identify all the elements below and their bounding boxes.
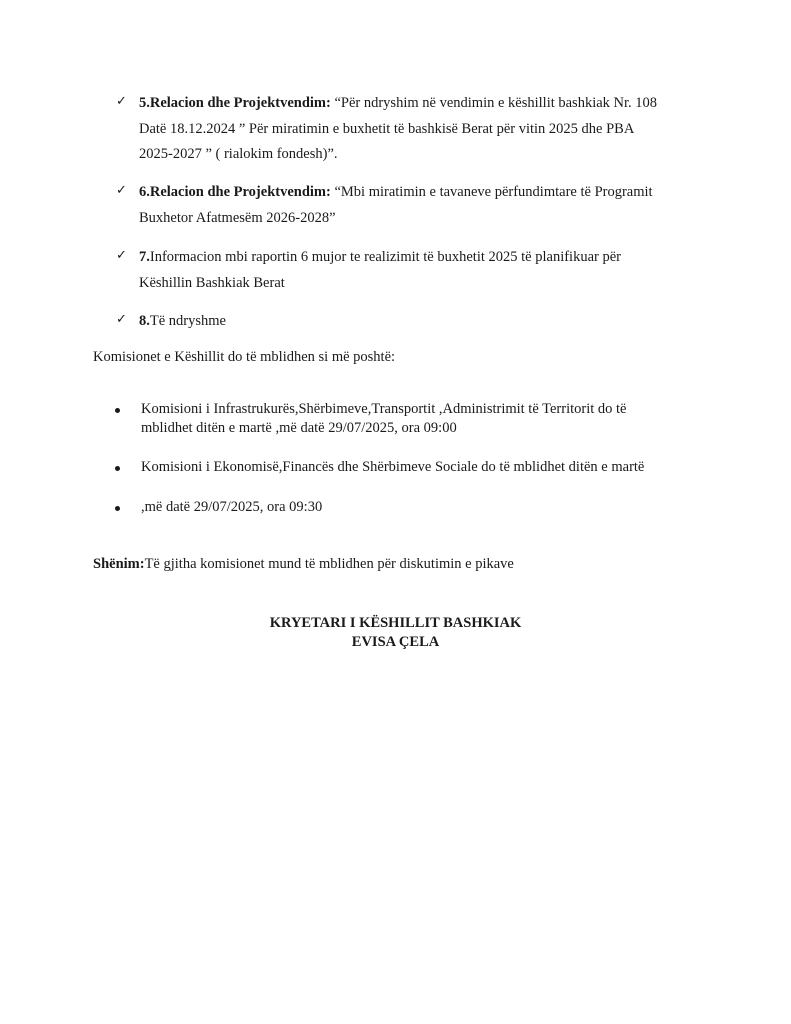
agenda-title: Relacion dhe Projektvendim: (149, 95, 335, 111)
agenda-line: “Për ndryshim në vendimin e këshillit bashkiak Nr. 108 (334, 95, 658, 111)
commission-line: mblidhet ditën e martë ,më datë 29/07/2025, ora 09:00 (141, 420, 457, 436)
agenda-line: “Mbi miratimin e tavaneve përfundimtare të Programit (334, 184, 653, 200)
agenda-line: Të ndryshme (149, 313, 226, 329)
commission-line: Komisioni i Infrastrukurës,Shërbimeve,Transportit ,Administrimit të Territorit do të (141, 401, 627, 417)
agenda-line: Informacion mbi raportin 6 mujor te realizimit të buxhetit 2025 të planifikuar për (149, 249, 621, 265)
agenda-number: 5. (139, 95, 150, 111)
agenda-line: Datë 18.12.2024 ” Për miratimin e buxhetit të bashkisë Berat për vitin 2025 dhe PBA (139, 120, 635, 137)
commission-line: Komisioni i Ekonomisë,Financës dhe Shërbimeve Sociale do të mblidhet ditën e martë (141, 459, 645, 475)
agenda-number: 6. (139, 184, 150, 200)
bullet-dot-icon (115, 466, 120, 471)
check-mark-icon: ✓ (116, 94, 127, 109)
signature-role: KRYETARI I KËSHILLIT BASHKIAK (269, 615, 522, 631)
agenda-line: Buxhetor Afatmesëm 2026-2028” (139, 209, 336, 226)
note-text: Të gjitha komisionet mund të mblidhen për diskutimin e pikave (144, 556, 514, 572)
check-mark-icon: ✓ (116, 312, 127, 327)
commission-line: ,më datë 29/07/2025, ora 09:30 (141, 499, 323, 515)
note-label: Shënim: (93, 556, 145, 572)
bullet-dot-icon (115, 506, 120, 511)
agenda-title: Relacion dhe Projektvendim: (149, 184, 335, 200)
bullet-dot-icon (115, 408, 120, 413)
commissions-intro: Komisionet e Këshillit do të mblidhen si më poshtë: (93, 349, 396, 365)
agenda-number: 7. (139, 249, 150, 265)
check-mark-icon: ✓ (116, 183, 127, 198)
agenda-line: Këshillin Bashkiak Berat (139, 274, 285, 291)
check-mark-icon: ✓ (116, 248, 127, 263)
note (93, 556, 514, 573)
agenda-number: 8. (139, 313, 150, 329)
agenda-line: 2025-2027 ” ( rialokim fondesh)”. (139, 146, 338, 162)
signature-name: EVISA ÇELA (351, 634, 440, 650)
